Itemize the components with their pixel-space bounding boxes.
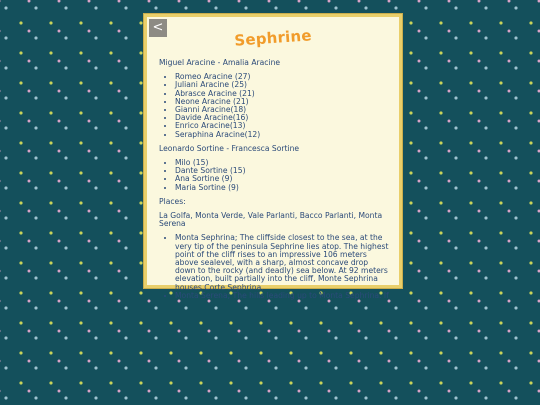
- list-item: • Ana Sortine (9): [175, 175, 389, 183]
- list-item: • Neone Aracine (21): [175, 98, 389, 106]
- family-list-aracine: [159, 73, 389, 139]
- list-item: • Monta Sephrina; The cliffside closest to the sea, at the very tip of the peninsula Sephrine lies atop. The highest point of the cliff rises to an impressive 106 meters above sealevel, with a sharp, almost concave drop down to the rocky (and deadly) sea below. At 92 meters elevation, built partially into the cliff, Monte Sephrina houses Corte Sephrina.: [175, 234, 389, 291]
- list-item: • Monta Serena; The hills leading up to Monta Sephrina. If: [175, 292, 389, 300]
- list-item: • Dante Sortine (15): [175, 167, 389, 175]
- list-item: • Seraphina Aracine(12): [175, 131, 389, 139]
- list-item: • Romeo Aracine (27): [175, 73, 389, 81]
- family-heading-sortine: Leonardo Sortine - Francesca Sortine: [159, 143, 300, 153]
- list-item: • Maria Sortine (9): [175, 184, 389, 192]
- list-item: • Davide Aracine(16): [175, 114, 389, 122]
- family-heading-aracine: Miguel Aracine - Amalia Aracine: [159, 58, 281, 67]
- content-panel: [144, 14, 402, 300]
- list-item: • Gianni Aracine(18): [175, 106, 389, 114]
- places-list: La Golfa, Monta Verde, Vale Parlanti, Bacco Parlanti, Monta Serena: [159, 211, 383, 229]
- list-item: • Abrasce Aracine (21): [175, 90, 389, 98]
- family-list-sortine: [159, 159, 389, 192]
- places-descriptions: [159, 234, 389, 300]
- list-item: • Milo (15): [175, 159, 389, 167]
- list-item: • Juliani Aracine (25): [175, 81, 389, 89]
- page-title: Sephrine: [233, 26, 313, 50]
- back-button[interactable]: [149, 19, 167, 37]
- list-item: • Enrico Aracine(13): [175, 122, 389, 130]
- places-heading: Places:: [159, 196, 186, 206]
- page-content: [159, 59, 389, 306]
- chevron-left-icon: <: [152, 20, 164, 35]
